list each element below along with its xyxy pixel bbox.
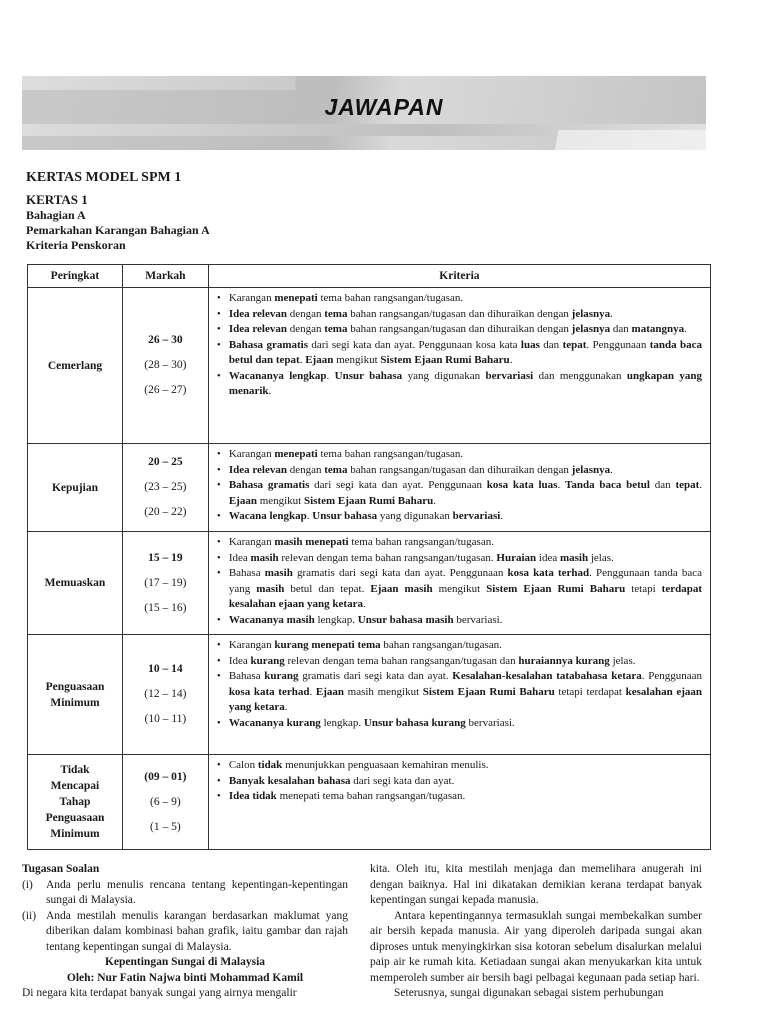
essay-title: Kepentingan Sungai di Malaysia xyxy=(104,956,266,968)
level-cell: Cemerlang xyxy=(28,288,123,444)
marks-range: 10 – 14 xyxy=(148,663,183,675)
criteria-item: • Bahasa masih gramatis dari segi kata dan ayat. Penggunaan kosa kata terhad. Penggunaan tanda baca yang masih betul dan tepat. Ejaan masih mengikut Sistem Ejaan Rumi Baharu tetapi terdapat kesalahan ejaan yang ketara. xyxy=(229,566,702,613)
task-item xyxy=(22,878,348,909)
task-heading: Tugasan Soalan xyxy=(22,863,100,875)
level-cell: Kepujian xyxy=(28,444,123,532)
criteria-list xyxy=(215,291,702,400)
table-header-row xyxy=(28,265,711,288)
table-row xyxy=(28,755,711,850)
answer-banner xyxy=(22,76,706,150)
section-label: Bahagian A xyxy=(26,208,86,222)
marks-subrange: (20 – 22) xyxy=(144,506,187,518)
marks-subrange: (23 – 25) xyxy=(144,481,187,493)
criteria-list xyxy=(215,447,702,525)
marks-subrange: (1 – 5) xyxy=(150,820,181,833)
criteria-item: • Idea masih relevan dengan tema bahan rangsangan/tugasan. Huraian idea masih jelas. xyxy=(229,551,702,567)
level-cell: Tidak Mencapai Tahap Penguasaan Minimum xyxy=(28,755,123,850)
task-item-text: Anda mestilah menulis karangan berdasarkan maklumat yang diberikan dalam kombinasi bahan grafik, iaitu gambar dan rajah tentang kepentingan sungai di Malaysia. xyxy=(46,909,348,953)
criteria-list xyxy=(215,638,702,731)
task-item-text: Anda perlu menulis rencana tentang kepentingan-kepentingan sungai di Malaysia. xyxy=(46,878,348,906)
header-marks: Markah xyxy=(122,265,208,288)
table-row xyxy=(28,532,711,635)
task-item-number: (ii) xyxy=(22,909,37,922)
criteria-cell xyxy=(208,532,710,635)
criteria-cell xyxy=(208,288,710,444)
criteria-item: • Bahasa kurang gramatis dari segi kata dan ayat. Kesalahan-kesalahan tatabahasa ketara. Penggunaan kosa kata terhad. Ejaan masih mengikut Sistem Ejaan Rumi Baharu tetapi terdapat kesalahan ejaan yang ketara. xyxy=(229,669,702,716)
essay-paragraph: kita. Oleh itu, kita mestilah menjaga dan memelihara anugerah ini dengan baiknya. Hal ini dikatakan demikian kerana terdapat banyak kepentingan sungai kepada manusia. xyxy=(370,863,702,906)
marks-cell xyxy=(122,755,208,850)
marks-subrange: (17 – 19) xyxy=(144,576,187,589)
criteria-item: • Idea relevan dengan tema bahan rangsangan/tugasan dan dihuraikan dengan jelasnya. xyxy=(229,463,702,479)
task-item xyxy=(22,909,348,956)
criteria-item: • Bahasa gramatis dari segi kata dan ayat. Penggunaan kosa kata luas. Tanda baca betul dan tepat. Ejaan mengikut Sistem Ejaan Rumi Baharu. xyxy=(229,478,702,509)
marks-range: 20 – 25 xyxy=(148,456,183,468)
scoring-criteria-table xyxy=(27,264,711,850)
criteria-list xyxy=(215,758,702,805)
criteria-item: • Wacananya kurang lengkap. Unsur bahasa kurang bervariasi. xyxy=(229,716,702,732)
criteria-item: • Bahasa gramatis dari segi kata dan ayat. Penggunaan kosa kata luas dan tepat. Penggunaan tanda baca betul dan tepat. Ejaan mengikut Sistem Ejaan Rumi Baharu. xyxy=(229,338,702,369)
table-row xyxy=(28,444,711,532)
criteria-label: Kriteria Penskoran xyxy=(26,238,126,252)
criteria-item: • Wacananya lengkap. Unsur bahasa yang digunakan bervariasi dan menggunakan ungkapan yang menarik. xyxy=(229,369,702,400)
task-item-number: (i) xyxy=(22,878,33,891)
criteria-item: • Idea relevan dengan tema bahan rangsangan/tugasan dan dihuraikan dengan jelasnya. xyxy=(229,307,702,323)
paper-title: KERTAS MODEL SPM 1 xyxy=(26,170,182,185)
left-column xyxy=(22,862,348,1002)
criteria-item: • Idea kurang relevan dengan tema bahan rangsangan/tugasan dan huraiannya kurang jelas. xyxy=(229,654,702,670)
criteria-item: • Banyak kesalahan bahasa dari segi kata dan ayat. xyxy=(229,774,702,790)
criteria-list xyxy=(215,535,702,628)
paper-number: KERTAS 1 xyxy=(26,192,88,207)
marks-subrange: (12 – 14) xyxy=(144,688,187,700)
criteria-cell xyxy=(208,755,710,850)
marks-range: 26 – 30 xyxy=(148,334,183,346)
marks-cell xyxy=(122,288,208,444)
essay-author: Oleh: Nur Fatin Najwa binti Mohammad Kamil xyxy=(66,971,304,984)
section-headings xyxy=(26,170,210,253)
banner-stripe-bottom xyxy=(22,130,706,150)
marking-label: Pemarkahan Karangan Bahagian A xyxy=(26,223,210,237)
banner-title: JAWAPAN xyxy=(324,94,444,120)
marks-cell xyxy=(122,635,208,755)
level-cell: Penguasaan Minimum xyxy=(28,635,123,755)
marks-subrange: (28 – 30) xyxy=(144,359,187,371)
marks-range: (09 – 01) xyxy=(144,770,187,783)
table-row xyxy=(28,635,711,755)
banner-stripe-top xyxy=(22,76,706,90)
criteria-item: • Wacana lengkap. Unsur bahasa yang digunakan bervariasi. xyxy=(229,509,702,525)
criteria-item: • Karangan menepati tema bahan rangsangan/tugasan. xyxy=(229,447,702,463)
marks-subrange: (26 – 27) xyxy=(144,384,187,396)
marks-subrange: (10 – 11) xyxy=(144,713,187,725)
marks-subrange: (6 – 9) xyxy=(150,795,181,808)
marks-cell xyxy=(122,532,208,635)
essay-start: Di negara kita terdapat banyak sungai yang airnya mengalir xyxy=(22,987,297,999)
criteria-cell xyxy=(208,444,710,532)
header-level: Peringkat xyxy=(28,265,123,288)
criteria-item: • Karangan menepati tema bahan rangsangan/tugasan. xyxy=(229,291,702,307)
level-cell: Memuaskan xyxy=(28,532,123,635)
criteria-item: • Idea relevan dengan tema bahan rangsangan/tugasan dan dihuraikan dengan jelasnya dan matangnya. xyxy=(229,322,702,338)
marks-cell xyxy=(122,444,208,532)
table-row xyxy=(28,288,711,444)
right-column xyxy=(370,862,702,1002)
header-criteria: Kriteria xyxy=(208,265,710,288)
criteria-item: • Calon tidak menunjukkan penguasaan kemahiran menulis. xyxy=(229,758,702,774)
criteria-cell xyxy=(208,635,710,755)
essay-paragraph: Seterusnya, sungai digunakan sebagai sistem perhubungan xyxy=(394,987,664,999)
essay-paragraph: Antara kepentingannya termasuklah sungai membekalkan sumber air bersih kepada manusia. Air yang diperoleh daripada sungai akan diproses untuk menyingkirkan sisa kotoran sebelum disalurkan melalui paip air ke rumah kita. Ketiadaan sungai akan menyukarkan kita untuk memperoleh sumber air bersih bagi pelbagai kegunaan pada setiap hari. xyxy=(370,909,702,984)
table-body xyxy=(28,288,711,850)
marks-subrange: (15 – 16) xyxy=(144,601,187,614)
criteria-item: • Karangan masih menepati tema bahan rangsangan/tugasan. xyxy=(229,535,702,551)
criteria-item: • Karangan kurang menepati tema bahan rangsangan/tugasan. xyxy=(229,638,702,654)
criteria-item: • Wacananya masih lengkap. Unsur bahasa masih bervariasi. xyxy=(229,613,702,629)
criteria-item: • Idea tidak menepati tema bahan rangsangan/tugasan. xyxy=(229,789,702,805)
marks-range: 15 – 19 xyxy=(148,551,183,564)
